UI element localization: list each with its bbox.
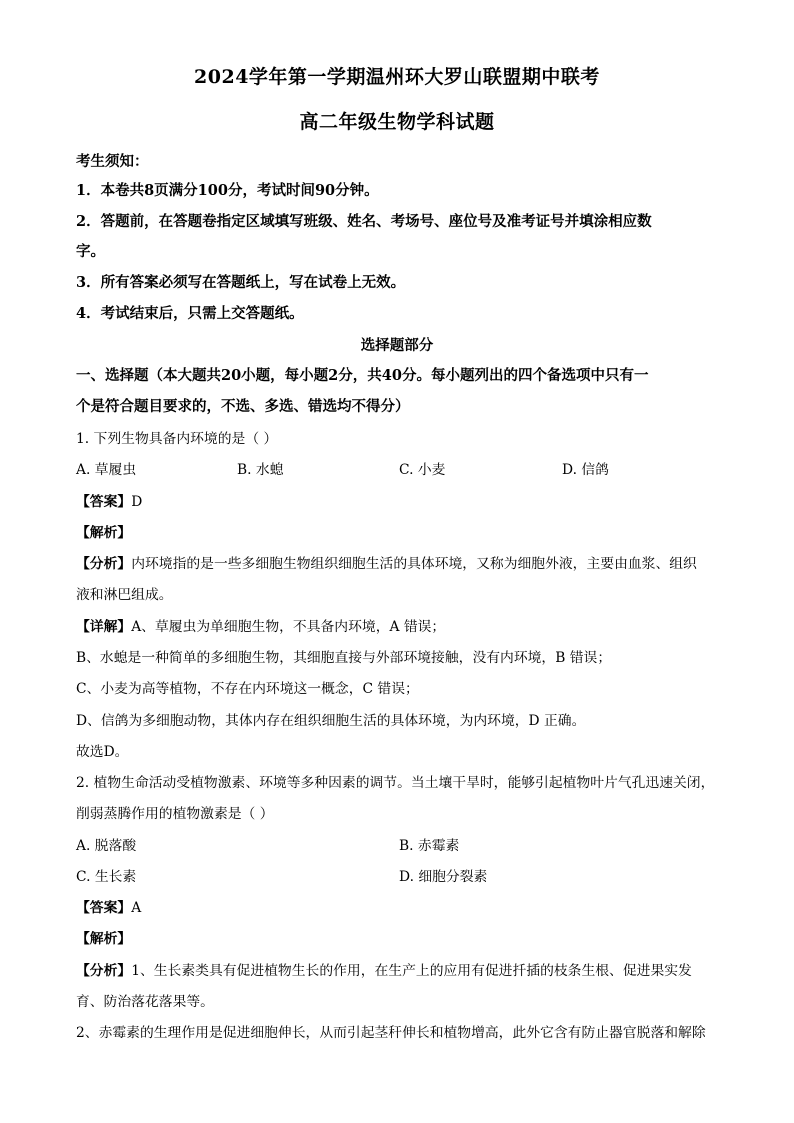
q1-option-c: C. 小麦 (399, 462, 446, 478)
notice-heading: 考生须知： (76, 153, 149, 170)
xiangjie-tag: 【详解】 (76, 619, 132, 635)
q1-answer (76, 490, 142, 510)
q1-detail-line-2: B、水螅是一种简单的多细胞生物，其细胞直接与外部环境接触，没有内环境，B 错误； (76, 650, 612, 666)
q1-option-a: A. 草履虫 (76, 462, 137, 478)
q1-fenxi-line-1 (76, 552, 697, 572)
xiangjie-text: A、草履虫为单细胞生物，不具备内环境，A 错误； (131, 619, 446, 635)
q2-option-a: A. 脱落酸 (76, 838, 137, 854)
fenxi-text: 内环境指的是一些多细胞生物组织细胞生活的具体环境，又称为细胞外液，主要由血浆、组织 (131, 556, 697, 572)
notice-item-2: 2．答题前，在答题卷指定区域填写班级、姓名、考场号、座位号及准考证号并填涂相应数 (76, 213, 652, 230)
q1-detail-line-3: C、小麦为高等植物，不存在内环境这一概念，C 错误； (76, 681, 419, 697)
q1-option-b: B. 水螅 (237, 462, 284, 478)
q2-fenxi-line-2: 育、防治落花落果等。 (76, 994, 214, 1010)
q1-detail-line-4: D、信鸽为多细胞动物，其体内存在组织细胞生活的具体环境，为内环境，D 正确。 (76, 713, 586, 729)
fenxi-tag: 【分析】 (76, 963, 132, 979)
q1-fenxi-line-2: 液和淋巴组成。 (76, 587, 173, 603)
section-intro-1: 一、选择题（本大题共20小题，每小题2分，共40分。每小题列出的四个备选项中只有一 (76, 367, 649, 384)
q2-stem-line-1: 2. 植物生命活动受植物激素、环境等多种因素的调节。当土壤干旱时，能够引起植物叶片气孔迅速关闭， (76, 775, 715, 791)
q2-fenxi-line-1 (76, 959, 692, 979)
answer-value: D (131, 494, 143, 510)
q2-analysis-tag: 【解析】 (76, 931, 132, 947)
q2-option-c: C. 生长素 (76, 869, 137, 885)
q1-detail-line-1 (76, 615, 445, 635)
fenxi-tag: 【分析】 (76, 556, 132, 572)
q2-fenxi-line-3: 2、赤霉素的生理作用是促进细胞伸长，从而引起茎秆伸长和植物增高，此外它含有防止器官脱落和解除 (76, 1025, 706, 1041)
q2-answer (76, 896, 141, 916)
section-heading: 选择题部分 (360, 337, 434, 354)
exam-title: 2024学年第一学期温州环大罗山联盟期中联考 (194, 66, 600, 88)
q1-option-d: D. 信鸽 (562, 462, 609, 478)
fenxi-text: 1、生长素类具有促进植物生长的作用，在生产上的应用有促进扦插的枝条生根、促进果实发 (131, 963, 692, 979)
answer-tag: 【答案】 (76, 900, 132, 916)
q2-option-d: D. 细胞分裂素 (399, 869, 488, 885)
notice-item-4: 4．考试结束后，只需上交答题纸。 (76, 305, 304, 322)
q1-stem: 1. 下列生物具备内环境的是（ ） (76, 431, 278, 447)
q1-conclusion: 故选D。 (76, 744, 129, 760)
notice-item-1: 1．本卷共8页满分100分，考试时间90分钟。 (76, 182, 379, 199)
q1-analysis-tag: 【解析】 (76, 525, 132, 541)
notice-item-3: 3．所有答案必须写在答题纸上，写在试卷上无效。 (76, 274, 406, 291)
exam-subtitle: 高二年级生物学科试题 (299, 111, 495, 133)
answer-value: A (131, 900, 142, 916)
notice-item-2-cont: 字。 (76, 243, 105, 260)
section-intro-2: 个是符合题目要求的，不选、多选、错选均不得分） (76, 398, 410, 415)
q2-stem-line-2: 削弱蒸腾作用的植物激素是（ ） (76, 806, 274, 822)
answer-tag: 【答案】 (76, 494, 132, 510)
q2-option-b: B. 赤霉素 (399, 838, 460, 854)
